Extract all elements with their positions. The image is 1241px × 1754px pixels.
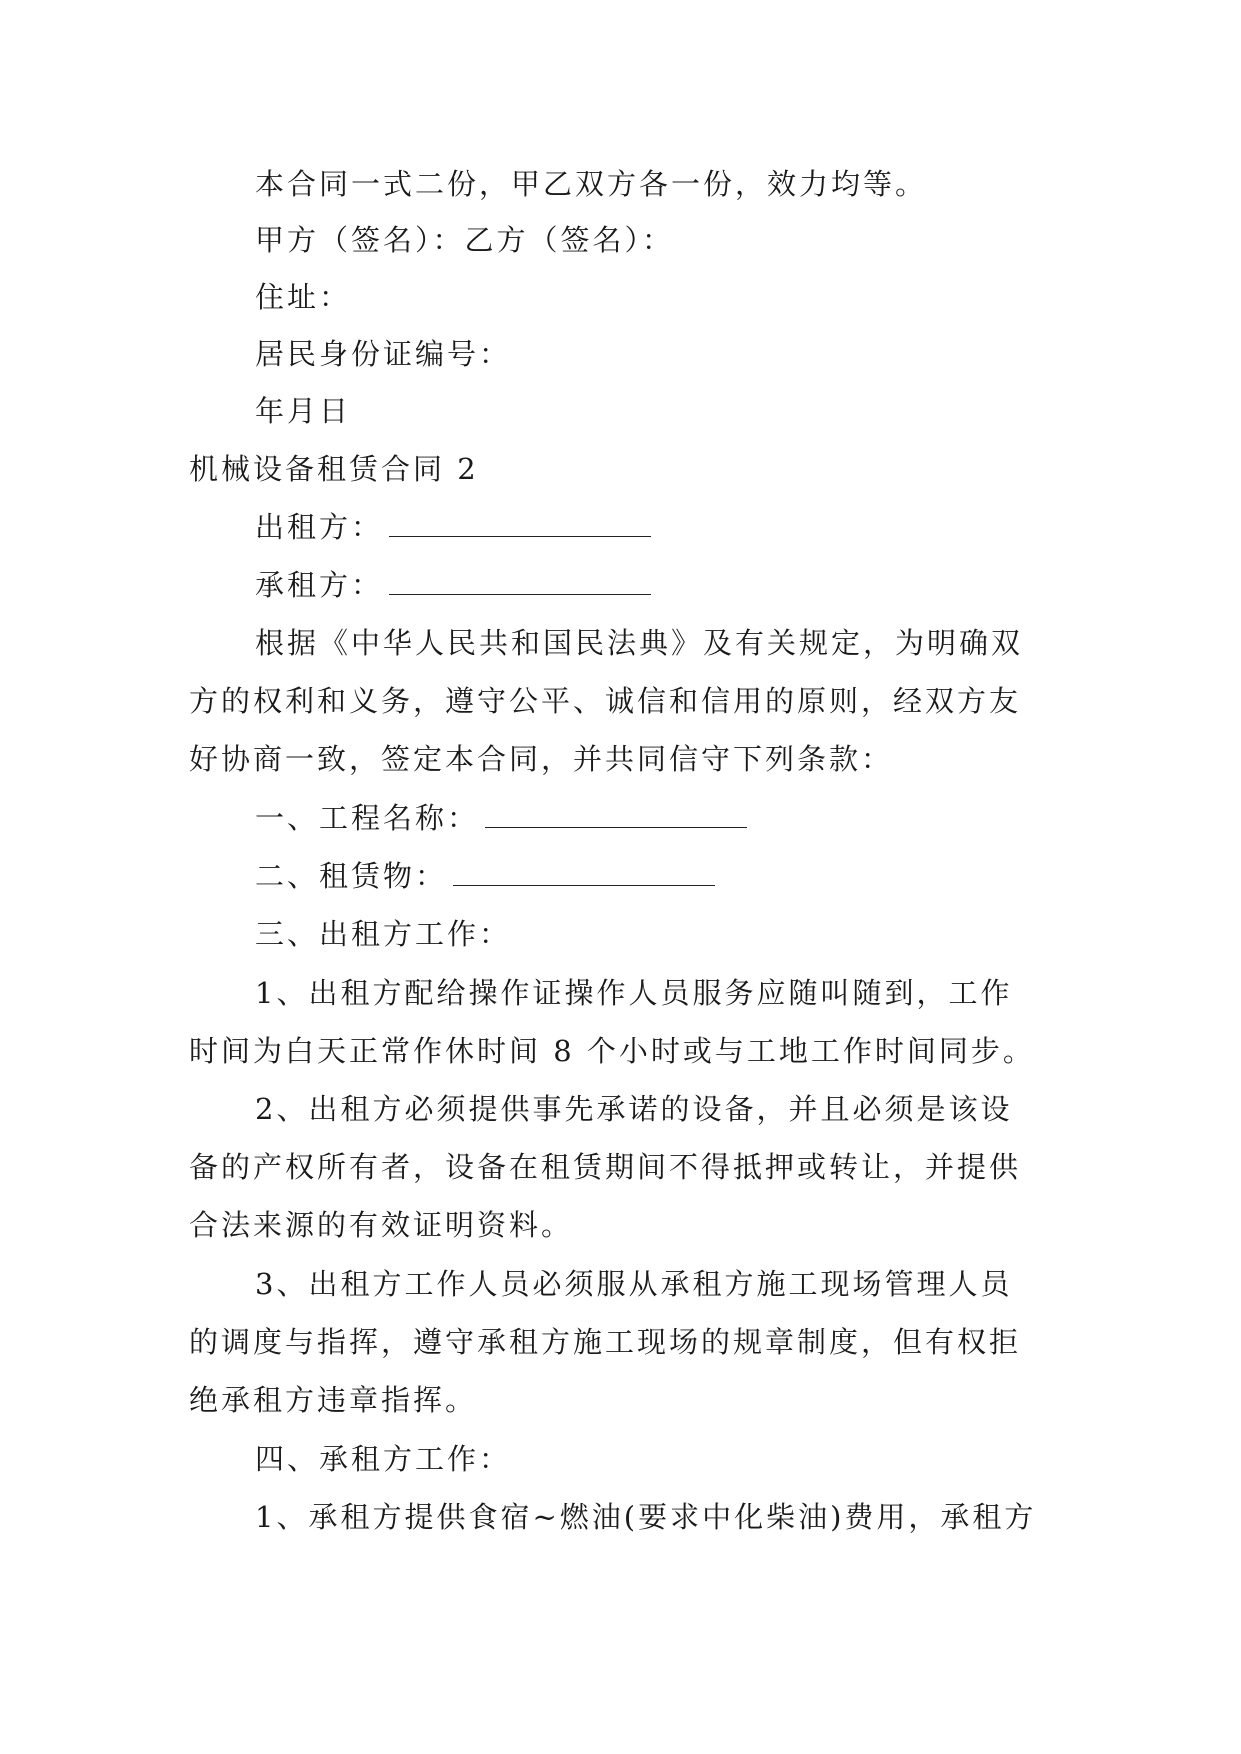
leased-item-blank-line [453, 859, 715, 886]
paragraph-signatures: 甲方（签名）：乙方（签名）： [255, 223, 675, 257]
lessee-field [255, 565, 651, 605]
paragraph-date: 年月日 [255, 394, 352, 428]
lessor-label: 出租方： [255, 510, 384, 544]
lessor-blank-line [389, 510, 651, 537]
paragraph-address: 住址： [255, 280, 352, 314]
lessee-label: 承租方： [255, 568, 384, 602]
section-title: 机械设备租赁合同 2 [189, 452, 479, 486]
clause-3-2-line-3: 合法来源的有效证明资料。 [189, 1208, 574, 1242]
leased-item-label: 二、租赁物： [255, 859, 448, 893]
clause-3-1-line-1: 1、出租方配给操作证操作人员服务应随叫随到，工作 [255, 976, 1013, 1010]
heading-lessor-duties: 三、出租方工作： [255, 917, 512, 951]
clause-3-3-line-1: 3、出租方工作人员必须服从承租方施工现场管理人员 [255, 1267, 1013, 1301]
paragraph-legal-basis-line-2: 方的权利和义务，遵守公平、诚信和信用的原则，经双方友 [189, 684, 1022, 718]
project-name-label: 一、工程名称： [255, 801, 480, 835]
paragraph-legal-basis-line-3: 好协商一致，签定本合同，并共同信守下列条款： [189, 742, 894, 776]
lessor-field [255, 507, 651, 547]
clause-3-3-line-3: 绝承租方违章指挥。 [189, 1383, 478, 1417]
clause-3-1-line-2: 时间为白天正常作休时间 8 个小时或与工地工作时间同步。 [189, 1034, 1035, 1068]
paragraph-id-number: 居民身份证编号： [255, 337, 512, 371]
leased-item-field [255, 856, 715, 896]
clause-3-2-line-2: 备的产权所有者，设备在租赁期间不得抵押或转让，并提供 [189, 1150, 1022, 1184]
paragraph-copies-clause: 本合同一式二份，甲乙双方各一份，效力均等。 [255, 167, 928, 201]
clause-4-1-line-1: 1、承租方提供食宿~燃油(要求中化柴油)费用，承租方 [255, 1500, 1037, 1534]
clause-3-2-line-1: 2、出租方必须提供事先承诺的设备，并且必须是该设 [255, 1092, 1013, 1126]
paragraph-legal-basis-line-1: 根据《中华人民共和国民法典》及有关规定，为明确双 [255, 626, 1024, 660]
heading-lessee-duties: 四、承租方工作： [255, 1442, 512, 1476]
project-name-blank-line [485, 801, 747, 828]
project-name-field [255, 798, 747, 838]
lessee-blank-line [389, 568, 651, 595]
clause-3-3-line-2: 的调度与指挥，遵守承租方施工现场的规章制度，但有权拒 [189, 1325, 1022, 1359]
